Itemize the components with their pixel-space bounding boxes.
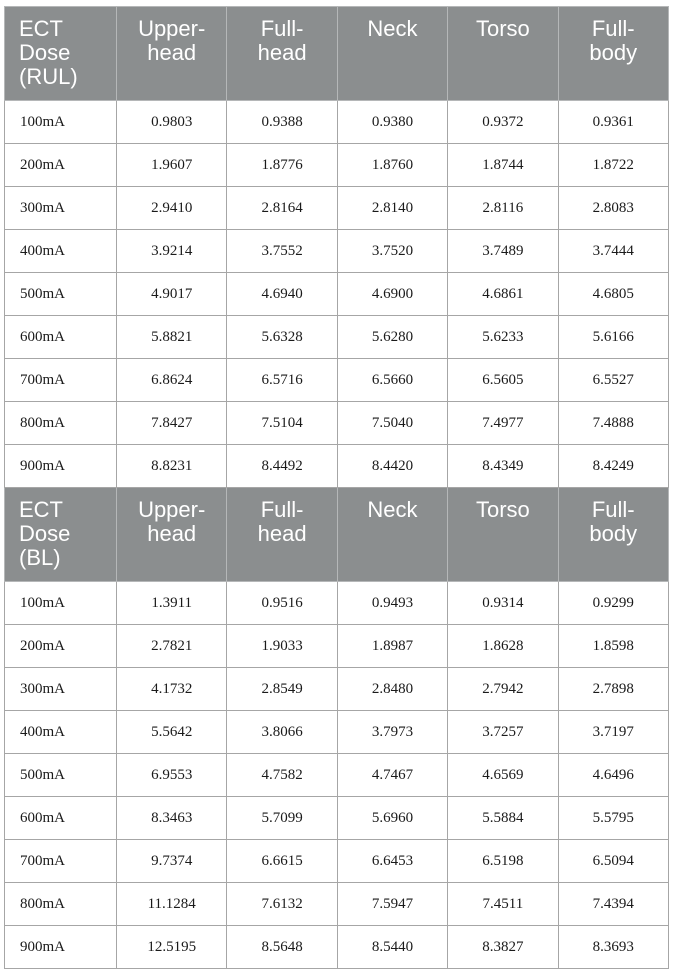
value-cell: 0.9493 xyxy=(337,582,447,625)
value-cell: 5.7099 xyxy=(227,797,337,840)
table-row xyxy=(5,273,669,316)
dose-cell: 900mA xyxy=(5,445,117,488)
header-label: ECT Dose (RUL) xyxy=(19,16,78,89)
table-row xyxy=(5,668,669,711)
value-cell: 3.7973 xyxy=(337,711,447,754)
value-cell: 2.8164 xyxy=(227,187,337,230)
table-row xyxy=(5,359,669,402)
value-cell: 4.7582 xyxy=(227,754,337,797)
dose-cell: 200mA xyxy=(5,144,117,187)
value-cell: 6.5660 xyxy=(337,359,447,402)
value-cell: 8.4420 xyxy=(337,445,447,488)
value-cell: 2.8116 xyxy=(448,187,558,230)
table-row xyxy=(5,230,669,273)
table-row xyxy=(5,187,669,230)
value-cell: 8.4249 xyxy=(558,445,668,488)
value-cell: 2.8549 xyxy=(227,668,337,711)
ect-dose-table xyxy=(4,6,669,969)
value-cell: 1.8598 xyxy=(558,625,668,668)
header-label: Full- body xyxy=(589,497,638,546)
value-cell: 5.6960 xyxy=(337,797,447,840)
value-cell: 4.6805 xyxy=(558,273,668,316)
table-row xyxy=(5,402,669,445)
value-cell: 3.9214 xyxy=(117,230,227,273)
value-cell: 0.9299 xyxy=(558,582,668,625)
value-cell: 5.5642 xyxy=(117,711,227,754)
value-cell: 8.3827 xyxy=(448,926,558,969)
dose-cell: 500mA xyxy=(5,273,117,316)
dose-cell: 400mA xyxy=(5,230,117,273)
value-cell: 1.8776 xyxy=(227,144,337,187)
dose-cell: 600mA xyxy=(5,316,117,359)
dose-cell: 800mA xyxy=(5,402,117,445)
value-cell: 3.8066 xyxy=(227,711,337,754)
dose-cell: 300mA xyxy=(5,187,117,230)
dose-cell: 500mA xyxy=(5,754,117,797)
value-cell: 1.8722 xyxy=(558,144,668,187)
value-cell: 0.9380 xyxy=(337,101,447,144)
value-cell: 4.6496 xyxy=(558,754,668,797)
value-cell: 2.8083 xyxy=(558,187,668,230)
value-cell: 6.5094 xyxy=(558,840,668,883)
value-cell: 5.8821 xyxy=(117,316,227,359)
dose-cell: 800mA xyxy=(5,883,117,926)
value-cell: 0.9516 xyxy=(227,582,337,625)
value-cell: 2.8480 xyxy=(337,668,447,711)
header-label: ECT Dose (BL) xyxy=(19,497,71,570)
value-cell: 5.6328 xyxy=(227,316,337,359)
value-cell: 7.8427 xyxy=(117,402,227,445)
value-cell: 4.1732 xyxy=(117,668,227,711)
value-cell: 1.8628 xyxy=(448,625,558,668)
value-cell: 7.5040 xyxy=(337,402,447,445)
value-cell: 6.9553 xyxy=(117,754,227,797)
dose-cell: 700mA xyxy=(5,359,117,402)
value-cell: 6.6615 xyxy=(227,840,337,883)
value-cell: 8.3463 xyxy=(117,797,227,840)
dose-cell: 400mA xyxy=(5,711,117,754)
value-cell: 4.6861 xyxy=(448,273,558,316)
table-row xyxy=(5,445,669,488)
value-cell: 6.5527 xyxy=(558,359,668,402)
value-cell: 2.7942 xyxy=(448,668,558,711)
header-label: Torso xyxy=(475,16,530,41)
header-label: Full- head xyxy=(257,16,307,65)
value-cell: 0.9372 xyxy=(448,101,558,144)
value-cell: 5.6166 xyxy=(558,316,668,359)
value-cell: 5.5795 xyxy=(558,797,668,840)
value-cell: 9.7374 xyxy=(117,840,227,883)
region-column-header xyxy=(448,488,558,582)
header-label: Torso xyxy=(475,497,530,522)
value-cell: 4.7467 xyxy=(337,754,447,797)
value-cell: 4.6900 xyxy=(337,273,447,316)
table-row xyxy=(5,926,669,969)
region-column-header xyxy=(227,7,337,101)
value-cell: 2.9410 xyxy=(117,187,227,230)
value-cell: 0.9314 xyxy=(448,582,558,625)
value-cell: 4.9017 xyxy=(117,273,227,316)
value-cell: 7.4977 xyxy=(448,402,558,445)
value-cell: 3.7197 xyxy=(558,711,668,754)
region-column-header xyxy=(337,7,447,101)
header-row xyxy=(5,488,669,582)
value-cell: 4.6940 xyxy=(227,273,337,316)
value-cell: 8.5440 xyxy=(337,926,447,969)
value-cell: 8.5648 xyxy=(227,926,337,969)
dose-cell: 700mA xyxy=(5,840,117,883)
region-column-header xyxy=(117,488,227,582)
value-cell: 6.6453 xyxy=(337,840,447,883)
table-body xyxy=(5,7,669,969)
dose-cell: 600mA xyxy=(5,797,117,840)
header-row xyxy=(5,7,669,101)
value-cell: 6.8624 xyxy=(117,359,227,402)
table-row xyxy=(5,625,669,668)
value-cell: 8.4349 xyxy=(448,445,558,488)
value-cell: 3.7444 xyxy=(558,230,668,273)
value-cell: 3.7552 xyxy=(227,230,337,273)
value-cell: 7.4511 xyxy=(448,883,558,926)
region-column-header xyxy=(337,488,447,582)
value-cell: 8.4492 xyxy=(227,445,337,488)
value-cell: 12.5195 xyxy=(117,926,227,969)
table-row xyxy=(5,754,669,797)
value-cell: 3.7520 xyxy=(337,230,447,273)
region-column-header xyxy=(558,7,668,101)
region-column-header xyxy=(448,7,558,101)
region-column-header xyxy=(117,7,227,101)
value-cell: 1.8744 xyxy=(448,144,558,187)
value-cell: 7.4394 xyxy=(558,883,668,926)
value-cell: 7.4888 xyxy=(558,402,668,445)
value-cell: 1.8760 xyxy=(337,144,447,187)
value-cell: 7.5104 xyxy=(227,402,337,445)
dose-cell: 100mA xyxy=(5,101,117,144)
value-cell: 1.9033 xyxy=(227,625,337,668)
value-cell: 8.8231 xyxy=(117,445,227,488)
value-cell: 6.5605 xyxy=(448,359,558,402)
value-cell: 6.5716 xyxy=(227,359,337,402)
value-cell: 2.8140 xyxy=(337,187,447,230)
value-cell: 3.7489 xyxy=(448,230,558,273)
dose-column-header xyxy=(5,488,117,582)
value-cell: 7.6132 xyxy=(227,883,337,926)
header-label: Upper- head xyxy=(138,16,206,65)
table-row xyxy=(5,840,669,883)
value-cell: 1.3911 xyxy=(117,582,227,625)
table-row xyxy=(5,711,669,754)
table-row xyxy=(5,101,669,144)
value-cell: 7.5947 xyxy=(337,883,447,926)
header-label: Neck xyxy=(367,497,418,522)
header-label: Full- body xyxy=(589,16,638,65)
table-row xyxy=(5,316,669,359)
value-cell: 11.1284 xyxy=(117,883,227,926)
value-cell: 0.9803 xyxy=(117,101,227,144)
value-cell: 0.9388 xyxy=(227,101,337,144)
value-cell: 2.7821 xyxy=(117,625,227,668)
value-cell: 8.3693 xyxy=(558,926,668,969)
value-cell: 0.9361 xyxy=(558,101,668,144)
dose-cell: 900mA xyxy=(5,926,117,969)
value-cell: 5.6280 xyxy=(337,316,447,359)
value-cell: 3.7257 xyxy=(448,711,558,754)
region-column-header xyxy=(227,488,337,582)
header-label: Neck xyxy=(367,16,418,41)
value-cell: 2.7898 xyxy=(558,668,668,711)
value-cell: 1.8987 xyxy=(337,625,447,668)
value-cell: 4.6569 xyxy=(448,754,558,797)
table-row xyxy=(5,797,669,840)
value-cell: 1.9607 xyxy=(117,144,227,187)
header-label: Upper- head xyxy=(138,497,206,546)
table-row xyxy=(5,883,669,926)
dose-column-header xyxy=(5,7,117,101)
table-row xyxy=(5,144,669,187)
value-cell: 5.5884 xyxy=(448,797,558,840)
header-label: Full- head xyxy=(257,497,307,546)
value-cell: 6.5198 xyxy=(448,840,558,883)
table-row xyxy=(5,582,669,625)
dose-cell: 100mA xyxy=(5,582,117,625)
dose-cell: 200mA xyxy=(5,625,117,668)
value-cell: 5.6233 xyxy=(448,316,558,359)
region-column-header xyxy=(558,488,668,582)
dose-cell: 300mA xyxy=(5,668,117,711)
